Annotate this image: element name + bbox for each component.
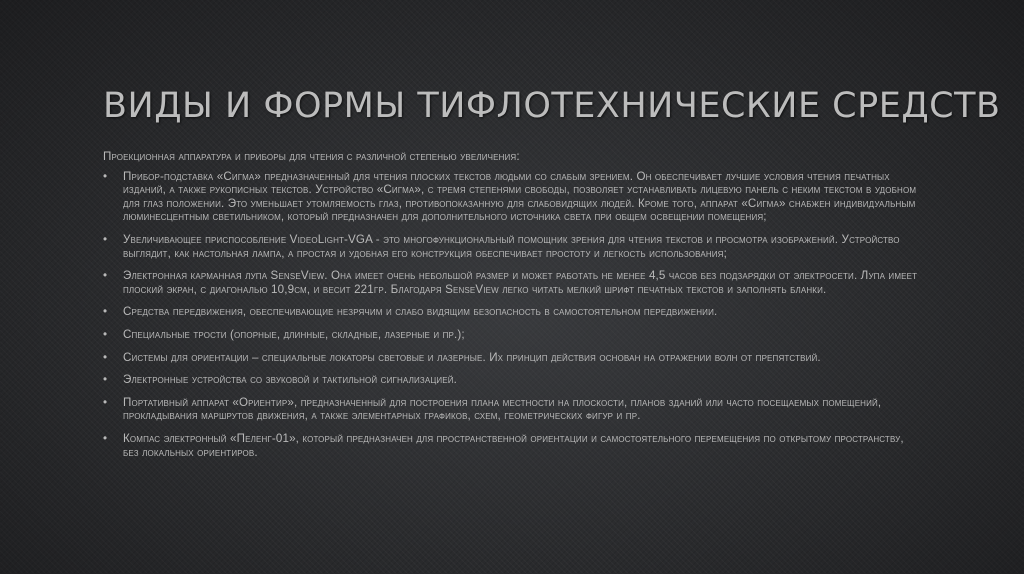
list-item-text: Портативный аппарат «Ориентир», предназначенный для построения плана местности на плоскости, планов зданий или часто посещаемых помещений, прокладывания маршрутов движения, а также элементарных графиков, схем, геометрических фигур и пр. [123, 395, 882, 423]
list-item [103, 305, 918, 319]
list-item-text: Электронная карманная лупа SenseView. Она имеет очень небольшой размер и может работать не менее 4,5 часов без подзарядки от электросети. Лупа имеет плоский экран, с диагональю 10,9см, и весит 221гр. Благодаря SenseView легко читать мелкий шрифт печатных текстов и заполнять бланки. [123, 269, 918, 296]
list-item [103, 269, 918, 296]
list-item [103, 170, 918, 224]
list-item-text: Системы для ориентации – специальные локаторы световые и лазерные. Их принцип действия основан на отражении волн от препятствий. [123, 350, 821, 364]
bullet-icon: • [103, 232, 108, 246]
bullet-icon: • [103, 305, 108, 319]
bullet-icon: • [103, 327, 108, 341]
bullet-icon: • [103, 431, 108, 445]
bullet-icon: • [103, 169, 108, 183]
bullet-icon: • [103, 395, 108, 409]
list-item-text: Прибор-подставка «Сигма» предназначенный для чтения плоских текстов людьми со слабым зрением. Он обеспечивает лучшие условия чтения печатных изданий, а также рукописных текстов. Устройство «Сигма», с тремя степенями свободы, позволяет устанавливать лицевую панель с неким текстом в удобном для глаз положении. Это уменьшает утомляемость глаз, противопоказанную для слабовидящих людей. Кроме того, аппарат «Сигма» снабжен индивидуальным люминесцентным светильником, который предназначен для дополнительного источника света при общем освещении помещения; [123, 169, 917, 224]
bullet-list [103, 170, 918, 460]
list-item-text: Специальные трости (опорные, длинные, складные, лазерные и пр.); [123, 327, 465, 341]
list-item-text: Увеличивающее приспособление VideoLight-VGA - это многофункциональный помощник зрения для чтения текстов и просмотра изображений. Устройство выглядит, как настольная лампа, а простая и удобная его конструкция обеспечивает простоту и легкость использования; [123, 232, 900, 260]
list-item-text: Электронные устройства со звуковой и тактильной сигнализацией. [123, 373, 458, 387]
list-item [103, 432, 918, 459]
bullet-icon: • [103, 269, 108, 283]
list-item [103, 373, 918, 387]
list-item [103, 233, 918, 260]
slide-content [103, 150, 918, 468]
list-item [103, 396, 918, 423]
bullet-icon: • [103, 373, 108, 387]
list-item [103, 328, 918, 342]
bullet-icon: • [103, 350, 108, 364]
intro-text: Проекционная аппаратура и приборы для чтения с различной степенью увеличения: [103, 150, 520, 163]
list-item [103, 351, 918, 365]
slide-title: ВИДЫ И ФОРМЫ ТИФЛОТЕХНИЧЕСКИЕ СРЕДСТВ [103, 86, 1001, 126]
list-item-text: Компас электронный «Пеленг-01», который предназначен для пространственной ориентации и самостоятельного перемещения по открытому пространству, без локальных ориентиров. [123, 431, 904, 459]
list-item-text: Средства передвижения, обеспечивающие незрячим и слабо видящим безопасность в самостоятельном передвижении. [123, 305, 718, 319]
